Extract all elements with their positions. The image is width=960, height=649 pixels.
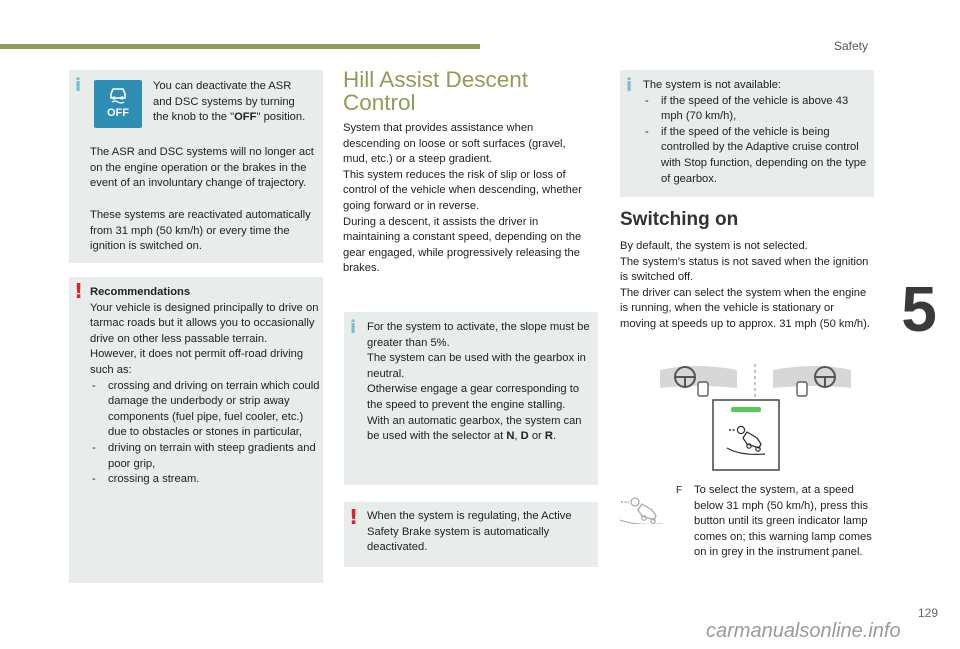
key-icon <box>797 382 807 396</box>
description-p3: During a descent, it assists the driver in maintaining a constant speed, depending on the gear engaged, while progressively releasing the brakes. <box>343 215 582 275</box>
switching-p2: The system's status is not saved when the ignition is switched off. <box>620 255 869 284</box>
chapter-number: 5 <box>901 273 937 345</box>
asr-info-box <box>69 70 323 263</box>
description-p2: This system reduces the risk of slip or loss of control of the vehicle when descending, whether going forward or in reverse. <box>343 168 582 212</box>
header-accent-bar <box>0 44 480 49</box>
info-gear: Otherwise engage a gear corresponding to the speed to prevent the engine stalling. <box>367 383 580 411</box>
section-label: Safety <box>834 39 869 53</box>
list-item: - if the speed of the vehicle is above 43 mph (70 km/h), <box>643 94 869 125</box>
availability-list <box>643 94 869 188</box>
description-p1: System that provides assistance when descending on loose or soft surfaces (gravel, mud, etc.) or a steep gradient. <box>343 122 566 166</box>
warning-icon: ! <box>349 505 359 529</box>
recommendations-list <box>90 379 320 488</box>
info-slope: For the system to activate, the slope must be greater than 5%. <box>367 321 590 349</box>
regulating-warning-box <box>344 502 598 567</box>
info-icon: i <box>350 317 357 338</box>
green-indicator-lamp <box>731 407 761 412</box>
hadc-description <box>343 121 593 277</box>
recommendations-text: Your vehicle is designed principally to drive on tarmac roads but it allows you to occasionally drive on other less passable terrain. <box>90 301 319 345</box>
activation-info-box <box>344 312 598 485</box>
page-title: Hill Assist Descent Control <box>343 67 529 115</box>
list-item: - if the speed of the vehicle is being controlled by the Adaptive cruise control with Stop function, depending on the type of gearbox. <box>643 125 869 187</box>
off-label: OFF <box>107 107 129 119</box>
asr-intro: You can deactivate the ASR and DSC systems by turning the knob to the "OFF" position. <box>153 80 306 124</box>
switching-on-heading: Switching on <box>620 209 739 230</box>
recommendations-box <box>69 277 323 583</box>
switching-p1: By default, the system is not selected. <box>620 240 808 252</box>
availability-info-box <box>620 70 874 197</box>
switching-p3: The driver can select the system when the engine is running, when the vehicle is stationary or moving at speeds up to approx. 31 mph (50 km/h). <box>620 286 870 330</box>
asr-paragraph: The ASR and DSC systems will no longer act on the engine operation or the brakes in the event of an involuntary change of trajectory. <box>90 146 314 190</box>
asr-reactivation: These systems are reactivated automatically from 31 mph (50 km/h) or every time the ignition is switched on. <box>90 209 311 253</box>
info-icon: i <box>626 75 633 96</box>
info-neutral: The system can be used with the gearbox in neutral. <box>367 352 586 380</box>
hadc-button-panel <box>713 400 779 470</box>
selection-step <box>676 483 876 561</box>
list-item: - driving on terrain with steep gradients and poor grip, <box>90 441 320 472</box>
left-steering-area <box>660 366 737 396</box>
info-icon: i <box>75 75 82 96</box>
list-item: - crossing a stream. <box>90 472 320 488</box>
watermark: carmanualsonline.info <box>706 620 901 642</box>
info-automatic: With an automatic gearbox, the system can be used with the selector at N, D or R. <box>367 414 582 443</box>
recommendations-title: Recommendations <box>90 286 191 298</box>
asr-off-icon <box>94 80 142 128</box>
key-icon <box>698 382 708 396</box>
recommendations-text-2: However, it does not permit off-road driving such as: <box>90 348 304 376</box>
warning-icon: ! <box>74 279 84 303</box>
step-marker: F <box>676 485 683 496</box>
right-steering-area <box>773 366 851 396</box>
list-item: - crossing and driving on terrain which could damage the underbody or strip away components (fuel pipe, fuel cooler, etc.) due to obstacles or stones in particular, <box>90 379 320 441</box>
switching-on-text <box>620 239 872 333</box>
availability-title: The system is not available: <box>643 79 782 91</box>
regulating-warning-text: When the system is regulating, the Active Safety Brake system is automatically deactivated. <box>367 510 572 554</box>
hill-descent-warning-icon <box>618 494 664 524</box>
dashboard-illustration <box>655 360 855 472</box>
page-number: 129 <box>918 606 939 620</box>
step-text: To select the system, at a speed below 31 mph (50 km/h), press this button until its green indicator lamp comes on; this warning lamp comes on in grey in the instrument panel. <box>694 484 872 559</box>
car-skid-icon <box>108 86 128 104</box>
